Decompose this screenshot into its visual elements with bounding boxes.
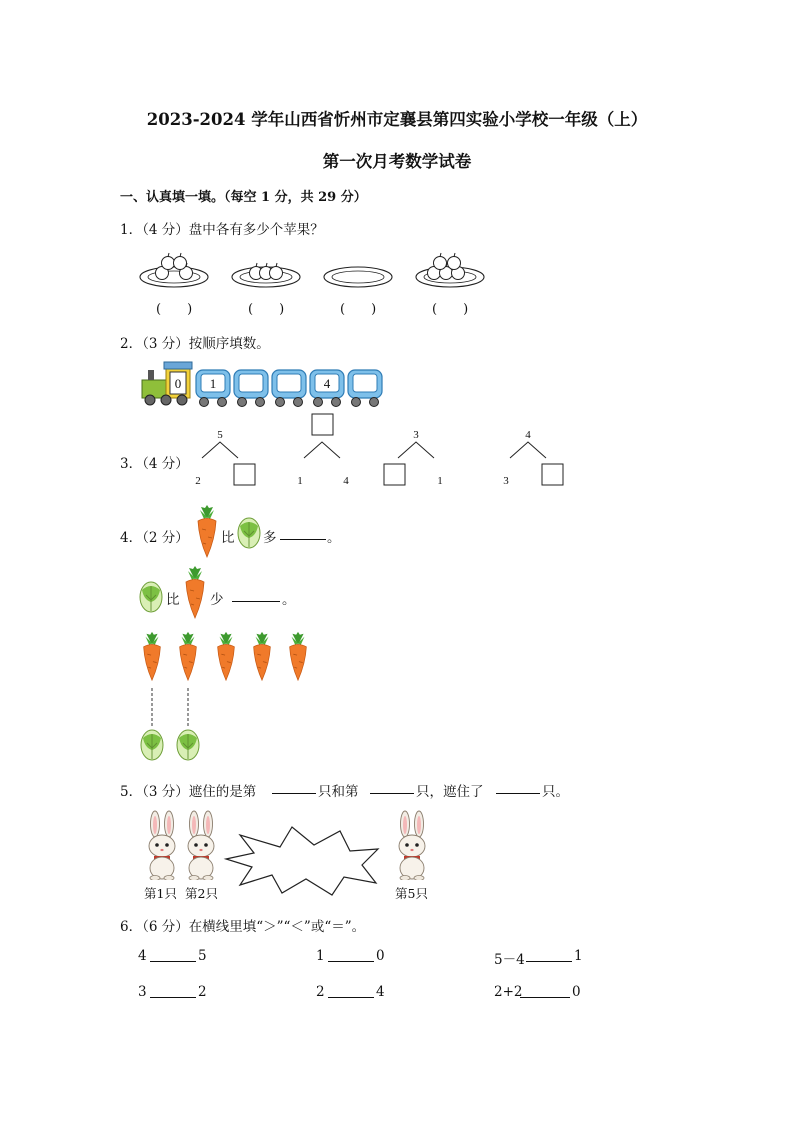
q6-item-5-left: 2 xyxy=(316,984,325,1000)
q6-item-5-right: 4 xyxy=(376,984,385,1000)
q6-item-1-right: 5 xyxy=(198,948,207,964)
answer-blank-q6-5[interactable] xyxy=(328,985,374,998)
carrot-icon xyxy=(181,566,209,620)
bond-left-number: 3 xyxy=(503,475,509,487)
q6-item-2-left: 1 xyxy=(316,948,325,964)
rabbit-icon xyxy=(392,810,432,880)
carrot-icon xyxy=(218,632,235,680)
q6-item-4-right: 2 xyxy=(198,984,207,1000)
bond-top-number: 5 xyxy=(217,429,223,441)
answer-blank-q5-2[interactable] xyxy=(370,781,414,794)
bond-right-number: 4 xyxy=(343,475,349,487)
answer-blank-q5-3[interactable] xyxy=(496,781,540,794)
bond-right-answer-box[interactable] xyxy=(234,464,255,485)
train-car-3 xyxy=(272,370,306,407)
plate-2 xyxy=(232,263,300,287)
rabbit-caption-1: 第1只 xyxy=(144,886,177,901)
apple-icon xyxy=(448,253,461,270)
plate-3 xyxy=(324,267,392,287)
bond-left-number: 2 xyxy=(195,475,201,487)
answer-blank-q4-1[interactable] xyxy=(280,527,326,540)
train-car-number: 4 xyxy=(323,376,331,391)
train-car-number: 1 xyxy=(209,376,217,391)
apple-icon xyxy=(162,253,175,270)
cabbage-icon xyxy=(177,730,199,760)
plate-4 xyxy=(416,253,484,287)
bond-left-number: 1 xyxy=(297,475,303,487)
q4-period-1: 。 xyxy=(327,530,341,546)
rabbit-caption-2: 第2只 xyxy=(185,886,218,901)
q4-more-word: 多 xyxy=(263,530,277,546)
train-car-2 xyxy=(234,370,268,407)
section-heading: 一、认真填一填。（每空 1 分，共 29 分） xyxy=(120,190,367,205)
q4-period-2: 。 xyxy=(282,592,296,608)
train-car-1 xyxy=(196,370,230,407)
train-car-4 xyxy=(310,370,344,407)
rabbit-icon xyxy=(181,810,221,880)
question-6-label: 6．（6 分）在横线里填“＞”“＜”或“＝”。 xyxy=(120,919,366,935)
q6-item-3-right: 1 xyxy=(574,948,583,964)
question-2-label: 2．（3 分）按顺序填数。 xyxy=(120,336,270,352)
exam-title-line1: 2023-2024 学年山西省忻州市定襄县第四实验小学校一年级（上） xyxy=(146,110,648,129)
question-5-label: 5．（3 分）遮住的是第 xyxy=(120,784,257,800)
carrot-icon xyxy=(193,505,221,559)
bond-right-answer-box[interactable] xyxy=(542,464,563,485)
q6-item-6-left: 2+2 xyxy=(494,984,523,1000)
answer-blank-q6-2[interactable] xyxy=(328,949,374,962)
q6-item-4-left: 3 xyxy=(138,984,147,1000)
carrot-icon xyxy=(180,632,197,680)
exam-title-line2: 第一次月考数学试卷 xyxy=(322,152,472,171)
question-3-label: 3．（4 分） xyxy=(120,456,189,472)
q2-train-illustration xyxy=(138,358,398,416)
apple-icon xyxy=(270,263,283,280)
cover-starburst-shape xyxy=(222,823,382,898)
q6-item-3-left: 5－4 xyxy=(494,952,525,968)
q5-text-end: 只。 xyxy=(542,784,569,800)
apple-icon xyxy=(434,253,447,270)
plate-1 xyxy=(140,253,208,287)
cabbage-icon xyxy=(141,730,163,760)
q4-compare-word-2: 比 xyxy=(166,592,180,608)
number-bond-3 xyxy=(384,429,443,487)
q4-less-word: 少 xyxy=(210,592,224,608)
answer-paren-3[interactable]: ( ) xyxy=(340,302,377,317)
answer-blank-q4-2[interactable] xyxy=(232,589,280,602)
train-car-5 xyxy=(348,370,382,407)
question-4-label: 4．（2 分） xyxy=(120,530,189,546)
rabbit-icon xyxy=(142,810,182,880)
carrot-icon xyxy=(254,632,271,680)
number-bond-2 xyxy=(297,414,349,487)
answer-blank-q5-1[interactable] xyxy=(272,781,316,794)
bond-top-number: 3 xyxy=(413,429,419,441)
apple-icon xyxy=(174,253,187,270)
q5-text-mid1: 只和第 xyxy=(318,784,359,800)
train-car-number: 0 xyxy=(174,376,182,391)
bond-right-number: 1 xyxy=(437,475,443,487)
cabbage-icon xyxy=(236,516,262,550)
bond-top-answer-box[interactable] xyxy=(312,414,333,435)
q6-item-2-right: 0 xyxy=(376,948,385,964)
answer-blank-q6-6[interactable] xyxy=(520,985,570,998)
question-1-label: 1．（4 分）盘中各有多少个苹果？ xyxy=(120,222,324,238)
answer-paren-1[interactable]: ( ) xyxy=(156,302,193,317)
number-bond-1 xyxy=(195,429,255,487)
bond-left-answer-box[interactable] xyxy=(384,464,405,485)
q6-item-6-right: 0 xyxy=(572,984,581,1000)
rabbit-caption-5: 第5只 xyxy=(395,886,428,901)
q3-number-bonds xyxy=(188,424,568,494)
answer-blank-q6-1[interactable] xyxy=(150,949,196,962)
q5-text-mid2: 只，遮住了 xyxy=(416,784,484,800)
q4-carrot-cabbage-matching xyxy=(135,630,315,765)
carrot-icon xyxy=(144,632,161,680)
answer-blank-q6-4[interactable] xyxy=(150,985,196,998)
number-bond-4 xyxy=(503,429,563,487)
bond-top-number: 4 xyxy=(525,429,531,441)
cabbage-icon xyxy=(138,580,164,614)
q6-item-1-left: 4 xyxy=(138,948,147,964)
q4-compare-word-1: 比 xyxy=(221,530,235,546)
answer-paren-2[interactable]: ( ) xyxy=(248,302,285,317)
carrot-icon xyxy=(290,632,307,680)
answer-blank-q6-3[interactable] xyxy=(526,949,572,962)
answer-paren-4[interactable]: ( ) xyxy=(432,302,469,317)
